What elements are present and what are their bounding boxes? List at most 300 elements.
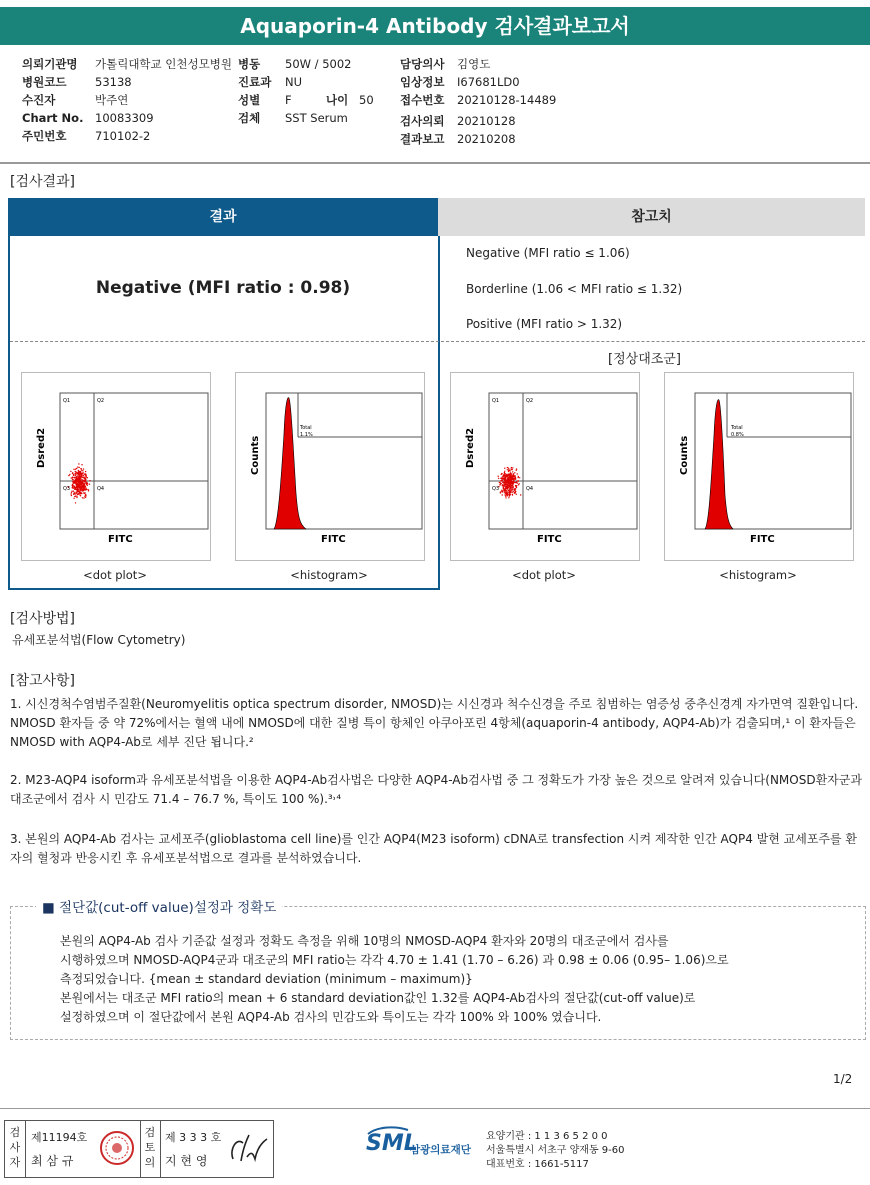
address-line: 서울특별시 서초구 양재동 9-60 (486, 1145, 625, 1156)
scatter-dot (84, 478, 85, 479)
info-row (400, 130, 600, 148)
quadrant-label: Q4 (526, 486, 534, 492)
info-label: 의뢰기관명 (22, 57, 78, 71)
scatter-dot (513, 488, 514, 489)
checker-number: 제11194호 (31, 1131, 88, 1144)
y-axis-label: Counts (679, 435, 690, 475)
scatter-dot (85, 479, 86, 480)
scatter-dot (75, 502, 76, 503)
scatter-dot (70, 493, 71, 494)
scatter-dot (74, 496, 75, 497)
info-column-1 (22, 55, 262, 145)
scatter-dot (83, 468, 84, 469)
scatter-dot (505, 497, 506, 498)
info-row (22, 91, 262, 109)
scatter-dot (86, 482, 87, 483)
org-address (486, 1130, 625, 1172)
scatter-dot (69, 474, 70, 475)
scatter-dot (76, 489, 77, 490)
age-field (326, 91, 386, 109)
scatter-dot (509, 490, 510, 491)
scatter-dot (511, 476, 512, 477)
notes-section-title: [참고사항] (10, 673, 76, 689)
info-value: SST Serum (285, 111, 348, 125)
scatter-dot (85, 474, 86, 475)
quadrant-label: Q3 (63, 486, 71, 492)
scatter-dot (76, 468, 77, 469)
info-row (22, 127, 262, 145)
scatter-dot (513, 491, 514, 492)
reference-borderline: Borderline (1.06 < MFI ratio ≤ 1.32) (466, 282, 683, 296)
scatter-dot (498, 476, 499, 477)
control-histogram (664, 372, 854, 561)
scatter-dot (78, 474, 79, 475)
scatter-dot (512, 482, 513, 483)
info-row (400, 112, 600, 130)
scatter-dot (510, 486, 511, 487)
x-axis-label: FITC (750, 534, 775, 545)
result-header: 결과 (8, 198, 438, 236)
info-row (400, 55, 600, 73)
scatter-dot (82, 483, 83, 484)
cutoff-line: 본원에서는 대조군 MFI ratio의 mean + 6 standard deviation값인 1.32를 AQP4-Ab검사의 절단값(cut-off value)로 (60, 991, 696, 1005)
info-value: 50W / 5002 (285, 57, 352, 71)
info-label: 병동 (238, 57, 261, 71)
info-value: 50 (359, 93, 374, 107)
report-title: Aquaporin-4 Antibody 검사결과보고서 (0, 7, 870, 45)
scatter-dot (501, 490, 502, 491)
info-label: 나이 (326, 93, 349, 107)
cutoff-body (60, 932, 860, 1027)
scatter-dot (511, 469, 512, 470)
total-value: 0.8% (731, 432, 744, 438)
scatter-dot (89, 484, 90, 485)
quadrant-label: Q1 (63, 398, 71, 404)
scatter-dot (84, 485, 85, 486)
scatter-dot (507, 469, 508, 470)
scatter-dot (78, 479, 79, 480)
scatter-dot (76, 473, 77, 474)
scatter-dot (501, 478, 502, 479)
scatter-dot (81, 493, 82, 494)
scatter-dots (68, 463, 91, 503)
scatter-dot (501, 483, 502, 484)
y-axis-label: Counts (250, 435, 261, 475)
info-value: 박주연 (95, 93, 129, 107)
scatter-dot (79, 474, 80, 475)
scatter-dot (87, 485, 88, 486)
method-section-title: [검사방법] (10, 611, 76, 627)
scatter-dot (89, 480, 90, 481)
scatter-dot (509, 475, 510, 476)
scatter-dot (506, 474, 507, 475)
scatter-dot (505, 496, 506, 497)
info-row (22, 73, 262, 91)
scatter-dot (507, 493, 508, 494)
scatter-dot (76, 495, 77, 496)
scatter-dot (514, 472, 515, 473)
scatter-dot (515, 485, 516, 486)
scatter-dot (79, 476, 80, 477)
scatter-dot (80, 478, 81, 479)
info-row (238, 55, 388, 73)
scatter-dot (72, 477, 73, 478)
checker-label: 검사자 (9, 1126, 21, 1169)
scatter-dot (73, 491, 74, 492)
scatter-dot (502, 494, 503, 495)
total-label: Total (300, 425, 312, 431)
signature-box (4, 1120, 274, 1178)
scatter-dot (78, 463, 79, 464)
scatter-dot (80, 482, 81, 483)
scatter-dot (81, 470, 82, 471)
scatter-dot (75, 488, 76, 489)
reference-negative: Negative (MFI ratio ≤ 1.06) (466, 246, 630, 260)
info-label: 결과보고 (400, 132, 445, 146)
scatter-dot (86, 488, 87, 489)
note-paragraph-2: 2. M23-AQP4 isoform과 유세포분석법을 이용한 AQP4-Ab검사법은 다양한 AQP4-Ab검사법 중 그 정확도가 가장 높은 것으로 알려져 있습니다(NMOSD환자군과 대조군에서 검사 시 민감도 71.4 – 76.7 %, 특이도 100 %).³˒⁴ (10, 773, 862, 806)
scatter-dot (512, 479, 513, 480)
scatter-dot (508, 490, 509, 491)
quadrant-label: Q2 (526, 398, 534, 404)
histogram-peak (705, 400, 733, 529)
scatter-dot (504, 473, 505, 474)
scatter-dot (503, 489, 504, 490)
histogram-peak (274, 398, 306, 529)
scatter-dot (516, 494, 517, 495)
x-axis-label: FITC (108, 534, 133, 545)
info-label: 임상정보 (400, 75, 445, 89)
scatter-dot (517, 482, 518, 483)
scatter-dot (508, 487, 509, 488)
info-label: 검사의뢰 (400, 114, 445, 128)
scatter-dot (506, 491, 507, 492)
info-row (238, 73, 388, 91)
scatter-dot (504, 494, 505, 495)
scatter-dot (76, 478, 77, 479)
scatter-dot (74, 492, 75, 493)
info-row (400, 73, 600, 91)
scatter-dot (77, 475, 78, 476)
scatter-dot (77, 473, 78, 474)
scatter-dot (512, 471, 513, 472)
dot-plot-caption: <dot plot> (512, 568, 576, 582)
histogram-svg (236, 373, 424, 560)
scatter-dot (78, 470, 79, 471)
scatter-dot (83, 497, 84, 498)
scatter-dot (504, 481, 505, 482)
info-value: 710102-2 (95, 129, 151, 143)
quadrant-label: Q3 (492, 486, 500, 492)
scatter-dot (507, 479, 508, 480)
info-value: 53138 (95, 75, 132, 89)
scatter-dots (498, 467, 522, 499)
patient-histogram (235, 372, 425, 561)
scatter-dot (504, 484, 505, 485)
dot-plot-svg (451, 373, 639, 560)
scatter-dot (517, 480, 518, 481)
scatter-dot (77, 466, 78, 467)
scatter-dot (508, 497, 509, 498)
scatter-dot (499, 482, 500, 483)
scatter-dot (512, 494, 513, 495)
scatter-dot (72, 487, 73, 488)
scatter-dot (503, 480, 504, 481)
scatter-dot (503, 488, 504, 489)
scatter-dot (83, 492, 84, 493)
scatter-dot (74, 486, 75, 487)
scatter-dot (80, 480, 81, 481)
signature (227, 1129, 271, 1169)
scatter-dot (509, 493, 510, 494)
info-value: NU (285, 75, 303, 89)
cutoff-line: 측정되었습니다. {mean ± standard deviation (minimum – maximum)} (60, 972, 473, 986)
scatter-dot (504, 471, 505, 472)
scatter-dot (509, 481, 510, 482)
scatter-dot (74, 482, 75, 483)
scatter-dot (82, 497, 83, 498)
info-value: I67681LD0 (457, 75, 520, 89)
scatter-dot (81, 486, 82, 487)
scatter-dot (512, 467, 513, 468)
scatter-dot (76, 492, 77, 493)
page-number: 1/2 (833, 1072, 853, 1086)
cutoff-title: ■ 절단값(cut-off value)설정과 정확도 (36, 896, 282, 916)
sml-logo: SML (366, 1131, 418, 1156)
scatter-dot (85, 497, 86, 498)
scatter-dot (509, 488, 510, 489)
scatter-dot (73, 498, 74, 499)
scatter-dot (515, 482, 516, 483)
info-label: 검체 (238, 111, 261, 125)
info-row (400, 91, 600, 109)
scatter-dot (85, 494, 86, 495)
x-axis-label: FITC (321, 534, 346, 545)
scatter-dot (516, 485, 517, 486)
address-line: 요양기관 : 1 1 3 6 5 2 0 0 (486, 1131, 608, 1142)
scatter-dot (76, 483, 77, 484)
info-value: 김영도 (457, 57, 491, 71)
scatter-dot (87, 477, 88, 478)
scatter-dot (505, 478, 506, 479)
seal-stamp (99, 1130, 135, 1166)
info-row (238, 109, 388, 127)
scatter-dot (72, 481, 73, 482)
scatter-dot (510, 474, 511, 475)
scatter-dot (78, 482, 79, 483)
scatter-dot (80, 473, 81, 474)
scatter-dot (502, 491, 503, 492)
dot-plot-caption: <dot plot> (83, 568, 147, 582)
scatter-dot (516, 470, 517, 471)
info-label: 진료과 (238, 75, 272, 89)
scatter-dot (71, 477, 72, 478)
info-label: 병원코드 (22, 75, 67, 89)
scatter-dot (79, 492, 80, 493)
scatter-dot (81, 468, 82, 469)
info-value: 10083309 (95, 111, 154, 125)
org-name: 삼광의료재단 (410, 1144, 471, 1156)
scatter-dot (72, 479, 73, 480)
info-value: F (285, 93, 292, 107)
scatter-dot (83, 476, 84, 477)
scatter-dot (76, 472, 77, 473)
scatter-dot (507, 474, 508, 475)
y-axis-label: Dsred2 (36, 427, 47, 468)
scatter-dot (519, 483, 520, 484)
info-label: 접수번호 (400, 93, 445, 107)
scatter-dot (86, 476, 87, 477)
info-value: 20210208 (457, 132, 516, 146)
x-axis-label: FITC (537, 534, 562, 545)
info-label: 수진자 (22, 93, 56, 107)
scatter-dot (88, 490, 89, 491)
scatter-dot (76, 497, 77, 498)
scatter-dot (512, 487, 513, 488)
scatter-dot (85, 471, 86, 472)
scatter-dot (509, 495, 510, 496)
divider (0, 162, 870, 164)
scatter-dot (78, 494, 79, 495)
scatter-dot (72, 473, 73, 474)
divider (160, 1121, 161, 1177)
info-label: 성별 (238, 93, 261, 107)
scatter-dot (505, 486, 506, 487)
scatter-dot (514, 490, 515, 491)
total-label: Total (731, 425, 743, 431)
scatter-dot (76, 484, 77, 485)
scatter-dot (71, 492, 72, 493)
info-value: 가톨릭대학교 인천성모병원 (95, 57, 232, 71)
histogram-caption: <histogram> (719, 568, 797, 582)
scatter-dot (513, 482, 514, 483)
scatter-dot (81, 488, 82, 489)
scatter-dot (78, 490, 79, 491)
reference-header: 참고치 (438, 198, 865, 236)
scatter-dot (512, 485, 513, 486)
scatter-dot (74, 487, 75, 488)
scatter-dot (510, 479, 511, 480)
info-value: 20210128-14489 (457, 93, 557, 107)
scatter-dot (514, 476, 515, 477)
scatter-dot (519, 477, 520, 478)
dashed-divider (10, 341, 865, 342)
scatter-dot (505, 480, 506, 481)
note-paragraph-3: 3. 본원의 AQP4-Ab 검사는 교세포주(glioblastoma cell line)를 인간 AQP4(M23 isoform) cDNA로 transfection 시켜 제작한 인간 AQP4 발현 교세포주를 환자의 혈청과 반응시킨 후 유세포분석법으로 결과를 분석하였습니다. (10, 832, 858, 865)
method-text: 유세포분석법(Flow Cytometry) (12, 633, 186, 647)
result-value: Negative (MFI ratio : 0.98) (95, 278, 351, 298)
control-label: [정상대조군] (608, 352, 681, 367)
scatter-dot (84, 483, 85, 484)
approver-name: 지 현 영 (165, 1154, 208, 1168)
scatter-dot (85, 487, 86, 488)
quadrant-label: Q4 (97, 486, 105, 492)
scatter-dot (507, 485, 508, 486)
note-paragraph-1: 1. 시신경척수염범주질환(Neuromyelitis optica spectrum disorder, NMOSD)는 시신경과 척수신경을 주로 침범하는 염증성 중추신경계 자가면역 질환입니다. NMOSD 환자들 중 약 72%에서는 혈액 내에 NMOSD에 대한 질병 특이 항체인 아쿠아포린 4항체(aquaporin-4 antibody, AQP4-Ab)가 검출되며,¹ 이 환자들은 NMOSD with AQP4-Ab로 세부 진단 됩니다.² (10, 697, 859, 749)
logo-swoosh-icon (366, 1126, 410, 1136)
dot-plot-svg (22, 373, 210, 560)
checker-name: 최 삼 규 (31, 1154, 74, 1168)
approver-label: 검토의 (144, 1126, 156, 1169)
scatter-dot (68, 475, 69, 476)
scatter-dot (84, 487, 85, 488)
results-section-title: [검사결과] (10, 174, 76, 190)
info-column-3 (400, 55, 600, 148)
scatter-dot (74, 477, 75, 478)
scatter-dot (73, 483, 74, 484)
total-value: 1.1% (300, 432, 313, 438)
scatter-dot (500, 492, 501, 493)
scatter-dot (72, 484, 73, 485)
quadrant-label: Q1 (492, 398, 500, 404)
scatter-dot (520, 494, 521, 495)
approver-number: 제 3 3 3 호 (165, 1131, 222, 1144)
scatter-dot (509, 483, 510, 484)
scatter-dot (75, 479, 76, 480)
scatter-dot (518, 477, 519, 478)
scatter-dot (518, 476, 519, 477)
scatter-dot (84, 480, 85, 481)
scatter-dot (82, 490, 83, 491)
info-label: 담당의사 (400, 57, 445, 71)
scatter-dot (82, 470, 83, 471)
scatter-dot (502, 484, 503, 485)
scatter-dot (71, 491, 72, 492)
info-row (22, 109, 262, 127)
scatter-dot (500, 480, 501, 481)
scatter-dot (504, 491, 505, 492)
scatter-dot (498, 478, 499, 479)
scatter-dot (509, 489, 510, 490)
footer-divider (0, 1108, 870, 1109)
control-dot-plot (450, 372, 640, 561)
scatter-dot (501, 479, 502, 480)
scatter-dot (73, 475, 74, 476)
cutoff-line: 설정하였으며 이 절단값에서 본원 AQP4-Ab 검사의 민감도와 특이도는 각각 100% 와 100% 였습니다. (60, 1010, 602, 1024)
scatter-dot (509, 478, 510, 479)
cutoff-line: 시행하였으며 NMOSD-AQP4군과 대조군의 MFI ratio는 각각 4.70 ± 1.41 (1.70 – 6.26) 과 0.98 ± 0.06 (0.95– 1.06)으로 (60, 953, 729, 967)
scatter-dot (508, 468, 509, 469)
scatter-dot (512, 488, 513, 489)
scatter-dot (81, 464, 82, 465)
divider (140, 1121, 141, 1177)
scatter-dot (504, 475, 505, 476)
info-value: 20210128 (457, 114, 516, 128)
scatter-dot (514, 493, 515, 494)
scatter-dot (517, 473, 518, 474)
info-label: Chart No. (22, 111, 84, 125)
reference-positive: Positive (MFI ratio > 1.32) (466, 317, 623, 331)
scatter-dot (71, 495, 72, 496)
scatter-dot (511, 467, 512, 468)
scatter-dot (83, 480, 84, 481)
scatter-dot (510, 473, 511, 474)
scatter-dot (75, 475, 76, 476)
scatter-dot (513, 475, 514, 476)
scatter-dot (81, 473, 82, 474)
scatter-dot (70, 471, 71, 472)
patient-dot-plot (21, 372, 211, 561)
scatter-dot (73, 469, 74, 470)
histogram-svg (665, 373, 853, 560)
scatter-dot (515, 478, 516, 479)
scatter-dot (77, 480, 78, 481)
scatter-dot (79, 487, 80, 488)
scatter-dot (75, 469, 76, 470)
address-line: 대표번호 : 1661-5117 (486, 1159, 589, 1170)
divider (25, 1121, 26, 1177)
scatter-dot (79, 494, 80, 495)
